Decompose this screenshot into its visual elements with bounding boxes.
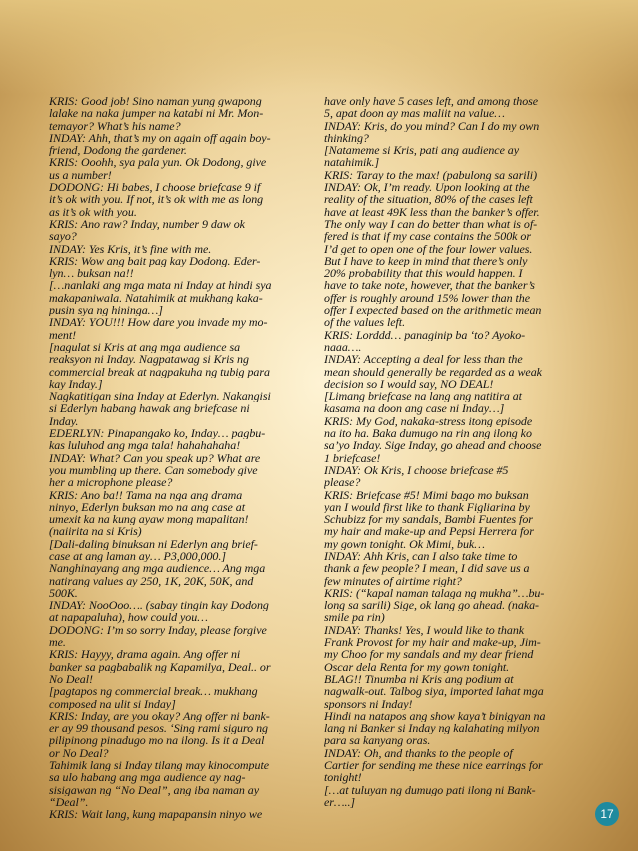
text-line: reaksyon ni Inday. Nagpatawag si Kris ng <box>49 353 249 366</box>
text-line: case at ang laman ay… P3,000,000.] <box>49 549 226 563</box>
text-line: Frank Provost for my hair and make-up, Jim- <box>324 636 541 649</box>
text-line: Hindi na natapos ang show kaya’t binigyan na <box>324 709 546 723</box>
text-line: […nanlaki ang mga mata ni Inday at hindi sya <box>49 279 272 292</box>
text-line: it’s ok with you. If not, it’s ok with me as long <box>49 193 264 206</box>
text-line: of the values left. <box>324 316 406 329</box>
text-line: me. <box>49 636 66 649</box>
text-line: INDAY: Ok Kris, I choose briefcase #5 <box>324 463 509 477</box>
text-line: ment! <box>49 328 77 341</box>
text-line: er…..] <box>324 795 356 809</box>
text-line: The only way I can do better than what is of- <box>324 217 538 231</box>
text-line: my hair and make-up and Pepsi Herrera for <box>324 525 534 538</box>
text-line: friend, Dodong the gardener. <box>49 144 187 157</box>
text-line: commercial break at nagpakuha ng tubig para <box>49 365 270 378</box>
text-line: at napapaluha), how could you… <box>49 611 208 624</box>
text-line: INDAY: NooOoo…. (sabay tingin kay Dodong <box>49 599 269 612</box>
text-line: sisigawan ng “No Deal”, ang iba naman ay <box>49 783 260 796</box>
text-line: 20% probability that this would happen. I <box>324 267 523 280</box>
text-line: Oscar dela Renta for my gown tonight. <box>324 660 510 673</box>
text-line: KRIS: Briefcase #5! Mimi bago mo buksan <box>324 488 529 501</box>
text-line: But I have to keep in mind that there’s only <box>324 254 528 268</box>
text-line: smile pa rin) <box>324 611 385 624</box>
text-line: KRIS: My God, nakaka-stress itong episode <box>324 414 533 428</box>
text-line: Cartier for sending me these nice earrings for <box>324 759 543 772</box>
text-line: us a number! <box>49 168 112 182</box>
text-line: sa ulo habang ang mga audience ay nag- <box>49 771 246 784</box>
text-line: [Natameme si Kris, pati ang audience ay <box>324 144 520 157</box>
text-line: DODONG: I’m so sorry Inday, please forgive <box>49 623 267 637</box>
text-line: lyn… buksan na!! <box>49 267 134 280</box>
text-line: INDAY: Accepting a deal for less than the <box>324 353 523 366</box>
text-line: 500K. <box>49 586 78 600</box>
text-line: my Choo for my sandals and my dear friend <box>324 648 534 661</box>
text-line: tonight! <box>324 771 362 784</box>
text-line: [Dali-daling binuksan ni Ederlyn ang brief- <box>49 537 258 550</box>
text-line: Inday. <box>49 414 79 428</box>
text-line: […at tuluyan ng dumugo pati ilong ni Bank- <box>324 783 536 796</box>
text-line: yan I would first like to thank Figliarina by <box>324 500 530 514</box>
text-line: you mumbling up there. Can somebody give <box>49 463 258 477</box>
text-line: KRIS: Inday, are you okay? Ang offer ni bank- <box>49 709 270 723</box>
text-line: KRIS: Lorddd… panaginip ba ‘to? Ayoko- <box>324 328 526 341</box>
text-line: please? <box>324 476 361 489</box>
text-line: her a microphone please? <box>49 476 173 489</box>
text-line: INDAY: Thanks! Yes, I would like to thank <box>324 623 525 637</box>
text-line: mean should generally be regarded as a weak <box>324 365 542 378</box>
text-line: “Deal”. <box>49 795 89 809</box>
text-line: naaa…. <box>324 340 362 354</box>
text-line: 5, apat doon ay mas maliit na value… <box>324 107 505 120</box>
text-line: thank a few people? I mean, I did save us a <box>324 562 530 575</box>
text-line: INDAY: What? Can you speak up? What are <box>49 451 261 464</box>
text-line: pusin sya ng hininga…] <box>49 304 163 317</box>
text-line: KRIS: Wow ang bait pag kay Dodong. Eder- <box>49 254 261 268</box>
text-line: have only have 5 cases left, and among those <box>324 95 539 108</box>
text-line: lalake na naka jumper na katabi ni Mr. Mon- <box>49 107 264 120</box>
text-line: INDAY: Oh, and thanks to the people of <box>324 746 513 760</box>
text-line: (naiirita na si Kris) <box>49 525 142 538</box>
text-line: sa’yo Inday. Sige Inday, go ahead and choose <box>324 439 542 452</box>
text-line: INDAY: Kris, do you mind? Can I do my own <box>324 119 540 132</box>
text-line: pilipinong pinadugo mo na ilong. Is it a Deal <box>49 734 265 747</box>
text-line: kas luluhod ang mga tala! hahahahaha! <box>49 439 241 452</box>
text-line: decision so I would say, NO DEAL! <box>324 377 494 391</box>
text-line: er ay 99 thousand pesos. ‘Sing rami siguro ng <box>49 722 268 735</box>
text-line: KRIS: Ano ba!! Tama na nga ang drama <box>49 488 243 501</box>
text-line: few minutes of airtime right? <box>324 574 462 587</box>
text-line: temayor? What’s his name? <box>49 119 181 132</box>
text-line: makapaniwala. Natahimik at mukhang kaka- <box>49 291 263 305</box>
text-line: as it’s ok with you. <box>49 205 137 218</box>
page-number-badge: 17 <box>595 802 619 826</box>
text-line: KRIS: Taray to the max! (pabulong sa sarili) <box>324 168 538 182</box>
text-line: lang ni Banker si Inday ng kalahating milyon <box>324 722 540 735</box>
text-line: offer I expected based on the arithmetic mean <box>324 304 542 317</box>
text-line: long sa sarili) Sige, ok lang go ahead. (naka- <box>324 599 540 612</box>
text-line: natirang values ay 250, 1K, 20K, 50K, and <box>49 574 254 587</box>
text-line: composed na ulit si Inday] <box>49 697 176 710</box>
text-line: BLAG!! Tinumba ni Kris ang podium at <box>324 672 514 686</box>
text-line: KRIS: Hayyy, drama again. Ang offer ni <box>49 648 241 661</box>
text-line: EDERLYN: Pinapangako ko, Inday… pagbu- <box>49 427 266 440</box>
text-line: Nanghinayang ang mga audience… Ang mga <box>49 562 266 575</box>
top-band <box>0 0 638 95</box>
text-line: INDAY: Ahh Kris, can I also take time to <box>324 549 518 563</box>
text-line: [nagulat si Kris at ang mga audience sa <box>49 340 241 354</box>
text-line: DODONG: Hi babes, I choose briefcase 9 if <box>49 181 261 194</box>
text-line: na ito ha. Baka dumugo na rin ang ilong ko <box>324 427 532 440</box>
text-line: KRIS: (“kapal naman talaga ng mukha”…bu- <box>324 586 545 600</box>
text-line: Schubizz for my sandals, Bambi Fuentes for <box>324 513 533 526</box>
text-line: INDAY: Yes Kris, it’s fine with me. <box>49 242 212 255</box>
text-line: sayo? <box>49 230 77 243</box>
text-line: have to take note, however, that the banker’s <box>324 279 535 292</box>
right-text-column <box>324 95 594 808</box>
text-line: Nagkatitigan sina Inday at Ederlyn. Nakangisi <box>49 390 271 403</box>
text-line: or No Deal? <box>49 746 109 760</box>
text-line: KRIS: Wait lang, kung mapapansin ninyo we <box>49 808 263 821</box>
text-line: KRIS: Ano raw? Inday, number 9 daw ok <box>49 217 245 231</box>
text-line: nagwalk-out. Talbog siya, imported lahat mga <box>324 685 544 698</box>
left-text-column <box>49 95 319 821</box>
text-line: [Limang briefcase na lang ang natitira at <box>324 390 522 403</box>
text-line: sponsors ni Inday! <box>324 697 413 710</box>
text-line: kasama na doon ang case ni Inday…] <box>324 402 505 415</box>
text-line: INDAY: YOU!!! How dare you invade my mo- <box>49 316 268 329</box>
text-line: natahimik.] <box>324 156 380 169</box>
text-line: umexit ka na kung ayaw mong mapalitan! <box>49 513 249 526</box>
text-line: fered is that if my case contains the 500k or <box>324 230 531 243</box>
text-line: ninyo, Ederlyn buksan mo na ang case at <box>49 500 246 514</box>
text-line: No Deal! <box>49 672 93 686</box>
text-line: thinking? <box>324 131 369 145</box>
text-line: I’d get to open one of the four lower values. <box>324 242 533 255</box>
text-line: KRIS: Good job! Sino naman yung gwapong <box>49 95 262 108</box>
text-line: reality of the situation, 80% of the cases left <box>324 193 533 206</box>
text-line: have at least 49K less than the banker’s offer. <box>324 205 540 218</box>
text-line: Tahimik lang si Inday tilang may kinocompute <box>49 759 269 772</box>
text-line: my gown tonight. Ok Mimi, buk… <box>324 537 485 550</box>
text-line: INDAY: Ahh, that’s my on again off again boy- <box>49 131 271 145</box>
text-line: INDAY: Ok, I’m ready. Upon looking at the <box>324 181 530 194</box>
text-line: kay Inday.] <box>49 377 103 391</box>
text-line: si Ederlyn habang hawak ang briefcase ni <box>49 402 250 415</box>
text-line: offer is roughly around 15% lower than the <box>324 291 531 305</box>
text-line: KRIS: Ooohh, sya pala yun. Ok Dodong, give <box>49 156 267 169</box>
text-line: para sa kanyang oras. <box>324 734 431 747</box>
text-line: [pagtapos ng commercial break… mukhang <box>49 685 258 698</box>
text-line: banker sa pagbabalik ng Kapamilya, Deal.. or <box>49 660 271 673</box>
text-line: 1 briefcase! <box>324 451 381 464</box>
